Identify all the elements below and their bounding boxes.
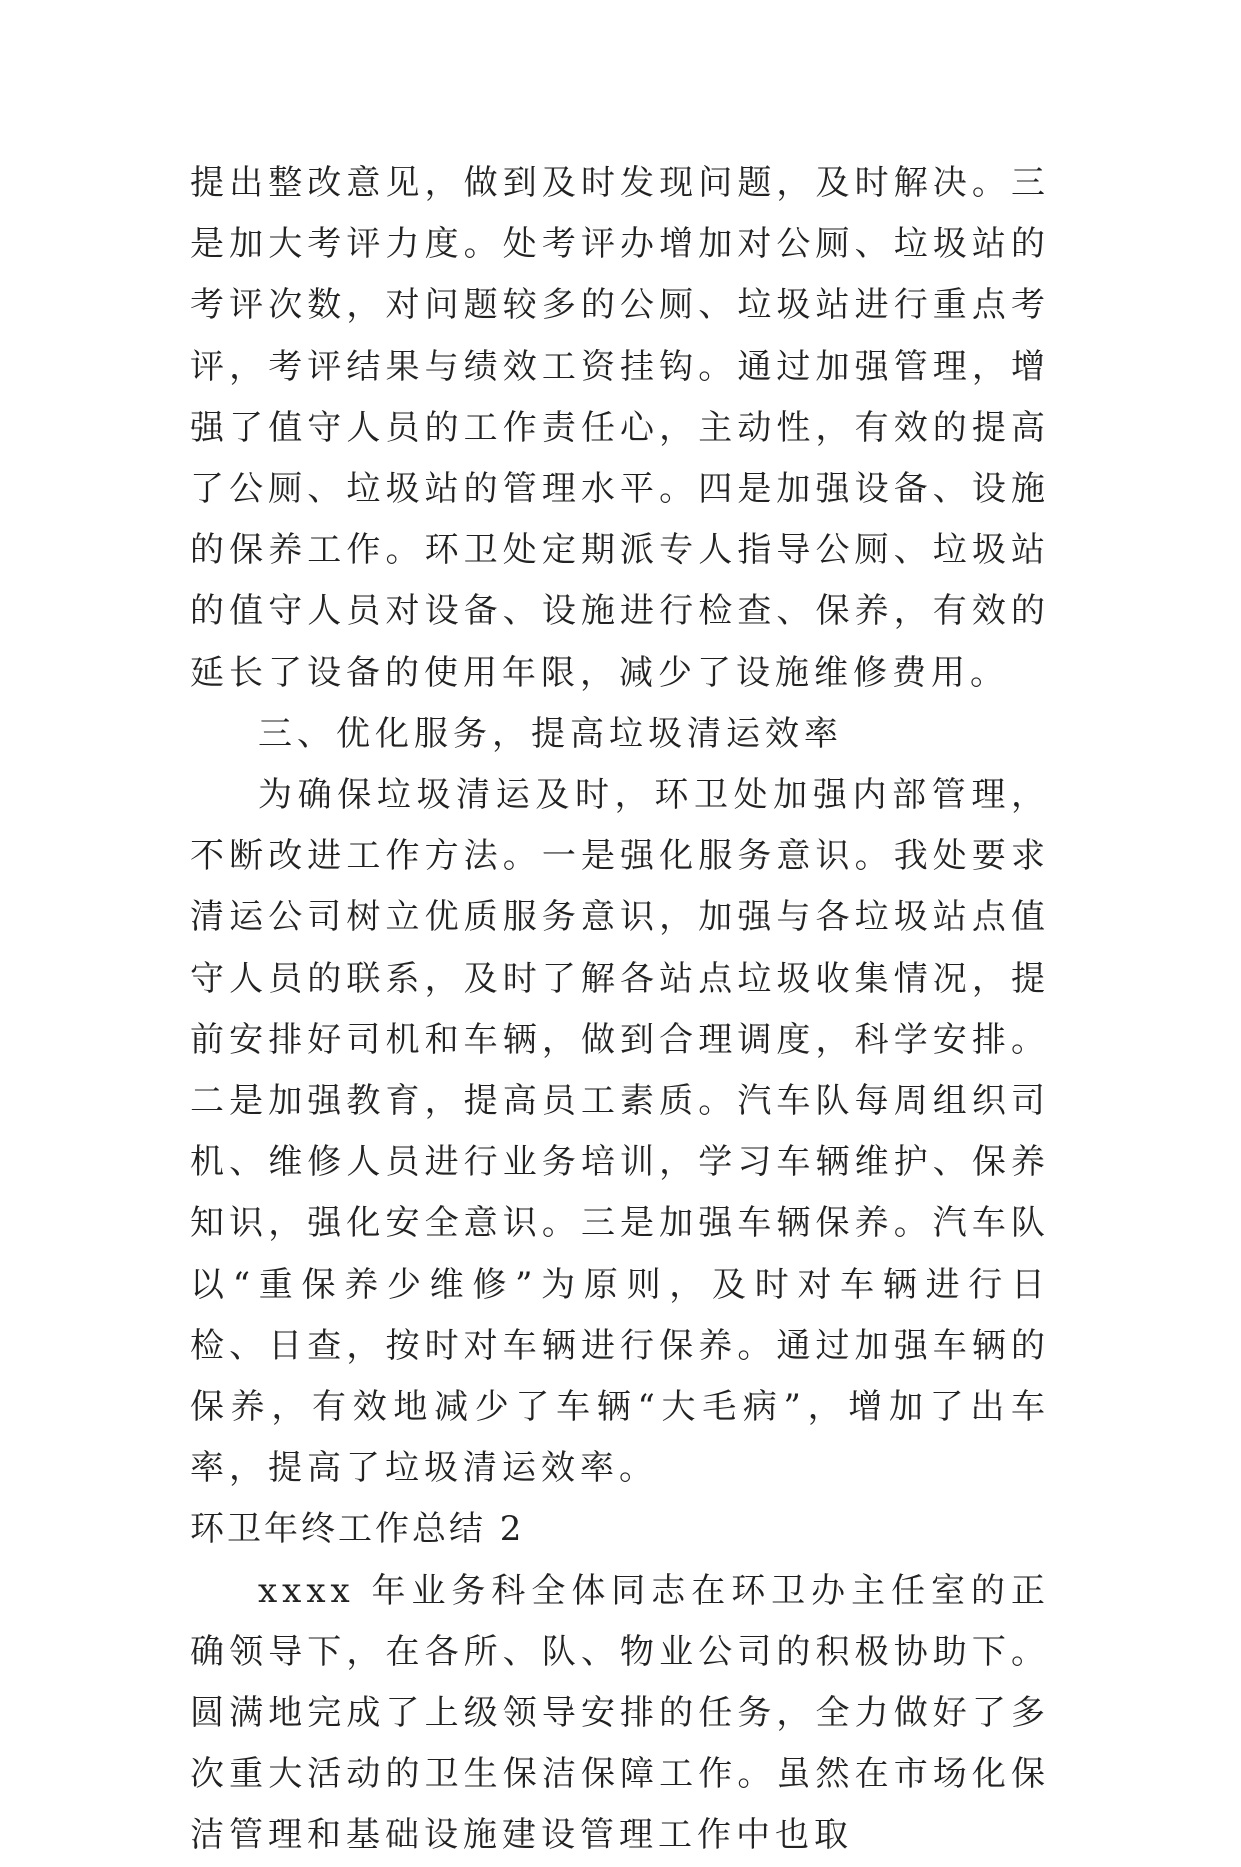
document-title: 环卫年终工作总结 2 — [190, 1509, 525, 1550]
paragraph-continued: 提出整改意见，做到及时发现问题，及时解决。三是加大考评力度。处考评办增加对公厕、垃圾站的考评次数，对问题较多的公厕、垃圾站进行重点考评，考评结果与绩效工资挂钩。通过加强管理，增强了值守人员的工作责任心，主动性，有效的提高了公厕、垃圾站的管理水平。四是加强设备、设施的保养工作。环卫处定期派专人指导公厕、垃圾站的值守人员对设备、设施进行检查、保养，有效的延长了设备的使用年限，减少了设施维修费用。 — [190, 163, 1050, 693]
document-body — [190, 153, 1050, 1867]
paragraph-intro: xxxx 年业务科全体同志在环卫办主任室的正确领导下，在各所、队、物业公司的积极协助下。圆满地完成了上级领导安排的任务，全力做好了多次重大活动的卫生保洁保障工作。虽然在市场化保洁管理和基础设施建设管理工作中也取 — [190, 1570, 1050, 1856]
paragraph-garbage-collection: 为确保垃圾清运及时，环卫处加强内部管理，不断改进工作方法。一是强化服务意识。我处要求清运公司树立优质服务意识，加强与各垃圾站点值守人员的联系，及时了解各站点垃圾收集情况，提前安排好司机和车辆，做到合理调度，科学安排。二是加强教育，提高员工素质。汽车队每周组织司机、维修人员进行业务培训，学习车辆维护、保养知识，强化安全意识。三是加强车辆保养。汽车队以“重保养少维修”为原则，及时对车辆进行日检、日查，按时对车辆进行保养。通过加强车辆的保养，有效地减少了车辆“大毛病”，增加了出车率，提高了垃圾清运效率。 — [190, 775, 1050, 1489]
section-heading: 三、优化服务，提高垃圾清运效率 — [258, 713, 843, 754]
